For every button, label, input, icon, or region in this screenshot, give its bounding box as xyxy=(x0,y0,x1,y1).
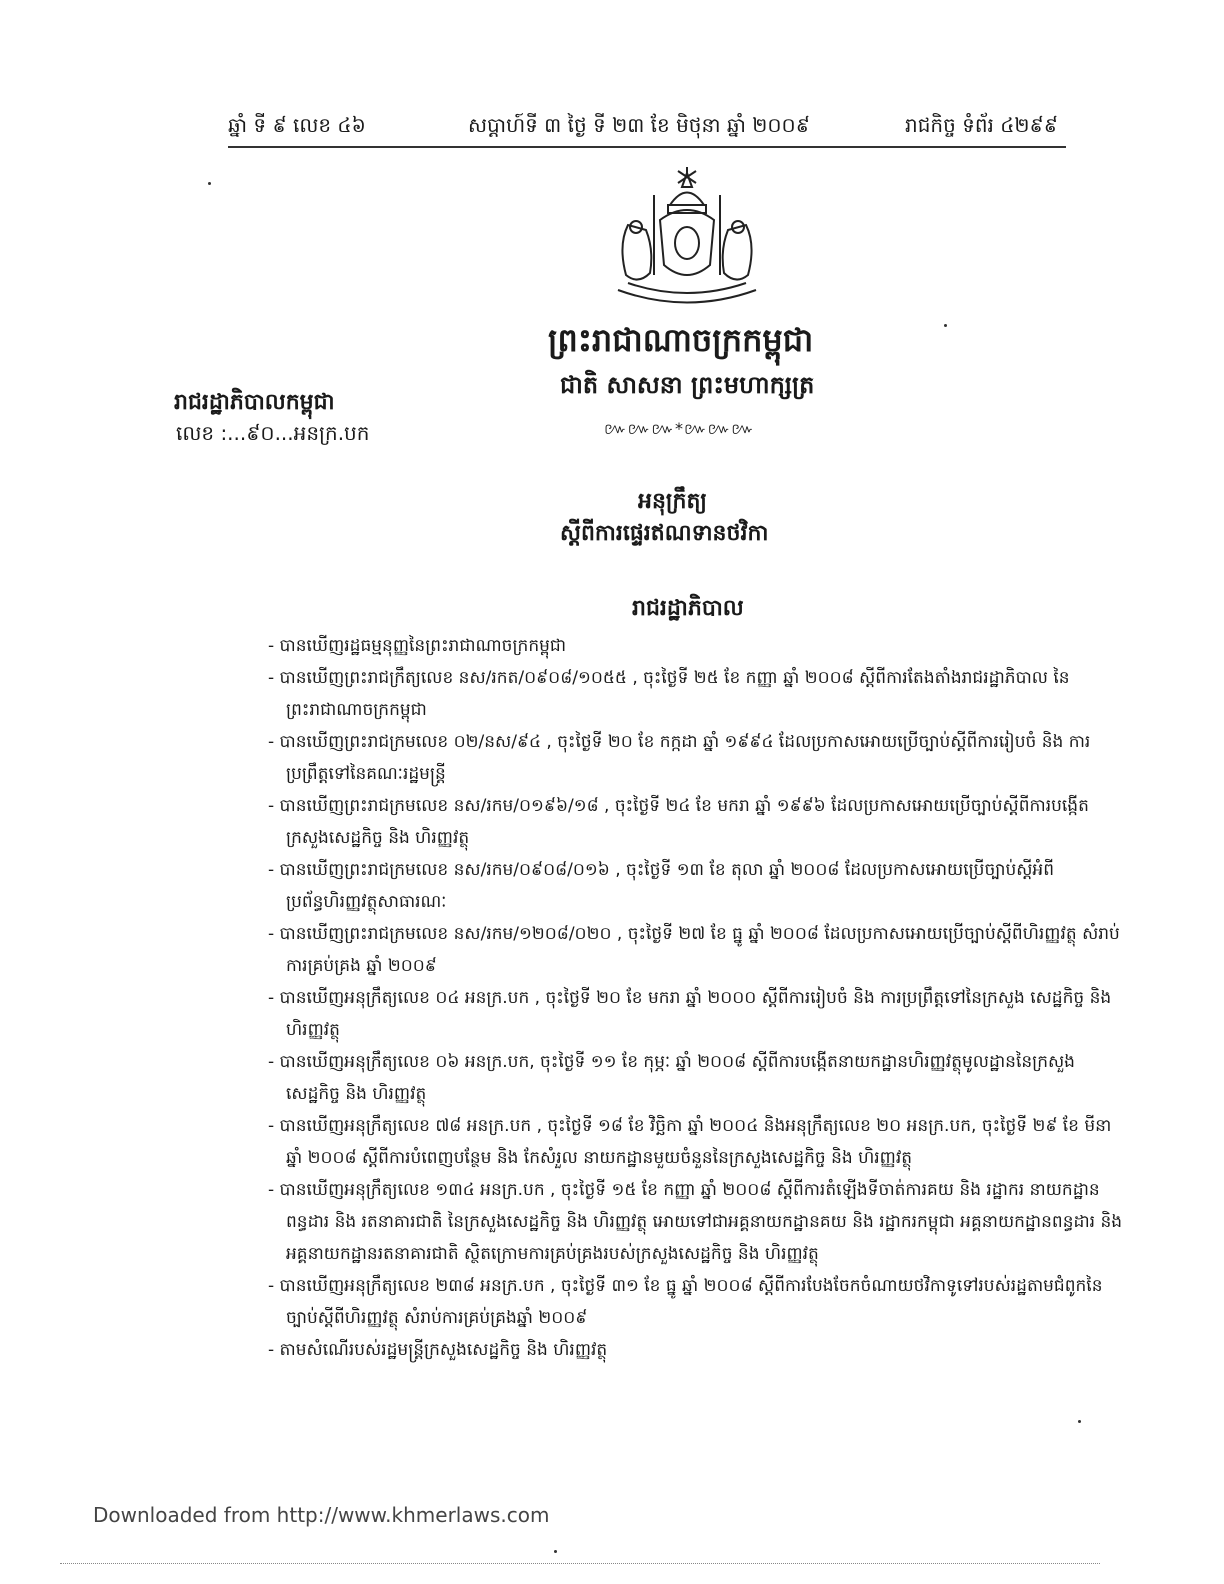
clause-item: - បានឃើញព្រះរាជក្រមលេខ នស/រកម/០៩០៨/០១៦ , ចុះថ្ងៃទី ១៣ ខែ តុលា ឆ្នាំ ២០០៨ ដែលប្រកាសអោយប្រើច្បាប់ស្តីអំពីប្រព័ន្ធហិរញ្ញវត្ថុសាធារណៈ xyxy=(268,860,1055,912)
clause-item: - បានឃើញអនុក្រឹត្យលេខ ០៤ អនក្រ.បក , ចុះថ្ងៃទី ២០ ខែ មករា ឆ្នាំ ២០០០ ស្តីពីការរៀបចំ និង ការប្រព្រឹត្តទៅនៃក្រសួង សេដ្ឋកិច្ច និង ហិរញ្ញវត្ថុ xyxy=(268,988,1112,1040)
gazette-issue: ឆ្នាំ ទី ៩ លេខ ៤៦ xyxy=(228,113,366,137)
scan-speck xyxy=(554,1550,557,1553)
clause-item: - បានឃើញអនុក្រឹត្យលេខ ០៦ អនក្រ.បក, ចុះថ្ងៃទី ១១ ខែ កុម្ភៈ ឆ្នាំ ២០០៨ ស្តីពីការបង្កើតនាយកដ្ឋានហិរញ្ញវត្ថុមូលដ្ឋាននៃក្រសួងសេដ្ឋកិច្ច និង ហិរញ្ញវត្ថុ xyxy=(268,1052,1075,1104)
clause-item: - បានឃើញអនុក្រឹត្យលេខ ២៣៨ អនក្រ.បក , ចុះថ្ងៃទី ៣១ ខែ ធ្នូ ឆ្នាំ ២០០៨ ស្តីពីការបែងចែកចំណាយថវិកាទូទៅរបស់រដ្ឋតាមជំពូកនៃច្បាប់ស្តីពីហិរញ្ញវត្ថុ សំរាប់ការគ្រប់គ្រងឆ្នាំ ២០០៩ xyxy=(268,1276,1103,1328)
council-heading: រាជរដ្ឋាភិបាល xyxy=(632,596,744,621)
scan-speck xyxy=(1078,1420,1081,1423)
clause-item: - បានឃើញអនុក្រឹត្យលេខ ៧៨ អនក្រ.បក , ចុះថ្ងៃទី ១៨ ខែ វិច្ឆិកា ឆ្នាំ ២០០៤ និងអនុក្រឹត្យលេខ ២០ អនក្រ.បក, ចុះថ្ងៃទី ២៩ ខែ មីនា ឆ្នាំ ២០០៨ ស្តីពីការបំពេញបន្ថែម និង កែសំរួល នាយកដ្ឋានមួយចំនួននៃក្រសួងសេដ្ឋកិច្ច និង ហិរញ្ញវត្ថុ xyxy=(268,1116,1112,1168)
subdecree-subject: ស្តីពីការផ្ទេរឥណទានថវិកា xyxy=(560,521,769,546)
header-rule xyxy=(228,146,1066,148)
royal-arms-emblem xyxy=(598,165,776,315)
scan-edge-line xyxy=(60,1563,1100,1564)
national-motto: ជាតិ សាសនា ព្រះមហាក្សត្រ xyxy=(560,371,815,399)
gazette-page: រាជកិច្ច ទំព័រ ៤២៩៩ xyxy=(905,113,1058,137)
subdecree-title: អនុក្រឹត្យ xyxy=(638,489,707,514)
scan-speck xyxy=(208,182,211,185)
clause-item: - បានឃើញព្រះរាជក្រមលេខ ០២/នស/៩៤ , ចុះថ្ងៃទី ២០ ខែ កក្កដា ឆ្នាំ ១៩៩៤ ដែលប្រកាសអោយប្រើច្បាប់ស្តីពីការរៀបចំ និង ការប្រព្រឹត្តទៅនៃគណៈរដ្ឋមន្ត្រី xyxy=(268,732,1091,784)
clause-item: - បានឃើញព្រះរាជក្រមលេខ នស/រកម/០១៩៦/១៨ , ចុះថ្ងៃទី ២៤ ខែ មករា ឆ្នាំ ១៩៩៦ ដែលប្រកាសអោយប្រើច្បាប់ស្តីពីការបង្កើតក្រសួងសេដ្ឋកិច្ច និង ហិរញ្ញវត្ថុ xyxy=(268,796,1089,848)
clause-item: - បានឃើញរដ្ឋធម្មនុញ្ញនៃព្រះរាជាណាចក្រកម្ពុជា xyxy=(268,636,567,656)
scan-speck xyxy=(944,324,947,327)
gazette-date: សប្តាហ៍ទី ៣ ថ្ងៃ ទី ២៣ ខែ មិថុនា ឆ្នាំ ២០០៩ xyxy=(468,113,810,137)
kingdom-heading: ព្រះរាជាណាចក្រកម្ពុជា xyxy=(548,321,814,359)
clause-item: - បានឃើញអនុក្រឹត្យលេខ ១៣៤ អនក្រ.បក , ចុះថ្ងៃទី ១៥ ខែ កញ្ញា ឆ្នាំ ២០០៨ ស្តីពីការតំឡើងទីចាត់ការគយ និង រដ្ឋាករ នាយកដ្ឋានពន្ធដារ និង រតនាគារជាតិ នៃក្រសួងសេដ្ឋកិច្ច និង ហិរញ្ញវត្ថុ អោយទៅជាអគ្គនាយកដ្ឋានគយ និង រដ្ឋាករកម្ពុជា អគ្គនាយកដ្ឋានពន្ធដារ និង អគ្គនាយកដ្ឋានរតនាគារជាតិ ស្ថិតក្រោមការគ្រប់គ្រងរបស់ក្រសួងសេដ្ឋកិច្ច និង ហិរញ្ញវត្ថុ xyxy=(268,1180,1123,1264)
document-number: លេខ :...៩០...អនក្រ.បក xyxy=(176,421,370,445)
clause-item: - បានឃើញព្រះរាជក្រឹត្យលេខ នស/រកត/០៩០៨/១០៥៥ , ចុះថ្ងៃទី ២៥ ខែ កញ្ញា ឆ្នាំ ២០០៨ ស្តីពីការតែងតាំងរាជរដ្ឋាភិបាល នៃព្រះរាជាណាចក្រកម្ពុជា xyxy=(268,668,1070,720)
download-source-footer: Downloaded from http://www.khmerlaws.com xyxy=(93,1503,550,1527)
clause-item: - តាមសំណើរបស់រដ្ឋមន្ត្រីក្រសួងសេដ្ឋកិច្ច និង ហិរញ្ញវត្ថុ xyxy=(268,1340,608,1360)
clause-item: - បានឃើញព្រះរាជក្រមលេខ នស/រកម/១២០៨/០២០ , ចុះថ្ងៃទី ២៧ ខែ ធ្នូ ឆ្នាំ ២០០៨ ដែលប្រកាសអោយប្រើច្បាប់ស្តីពីហិរញ្ញវត្ថុ សំរាប់ការគ្រប់គ្រង ឆ្នាំ ២០០៩ xyxy=(268,924,1120,976)
preamble-clauses xyxy=(268,630,1128,1366)
ornament-divider: ៚៚៚*៚៚៚ xyxy=(604,419,755,438)
government-label: រាជរដ្ឋាភិបាលកម្ពុជា xyxy=(174,390,335,415)
